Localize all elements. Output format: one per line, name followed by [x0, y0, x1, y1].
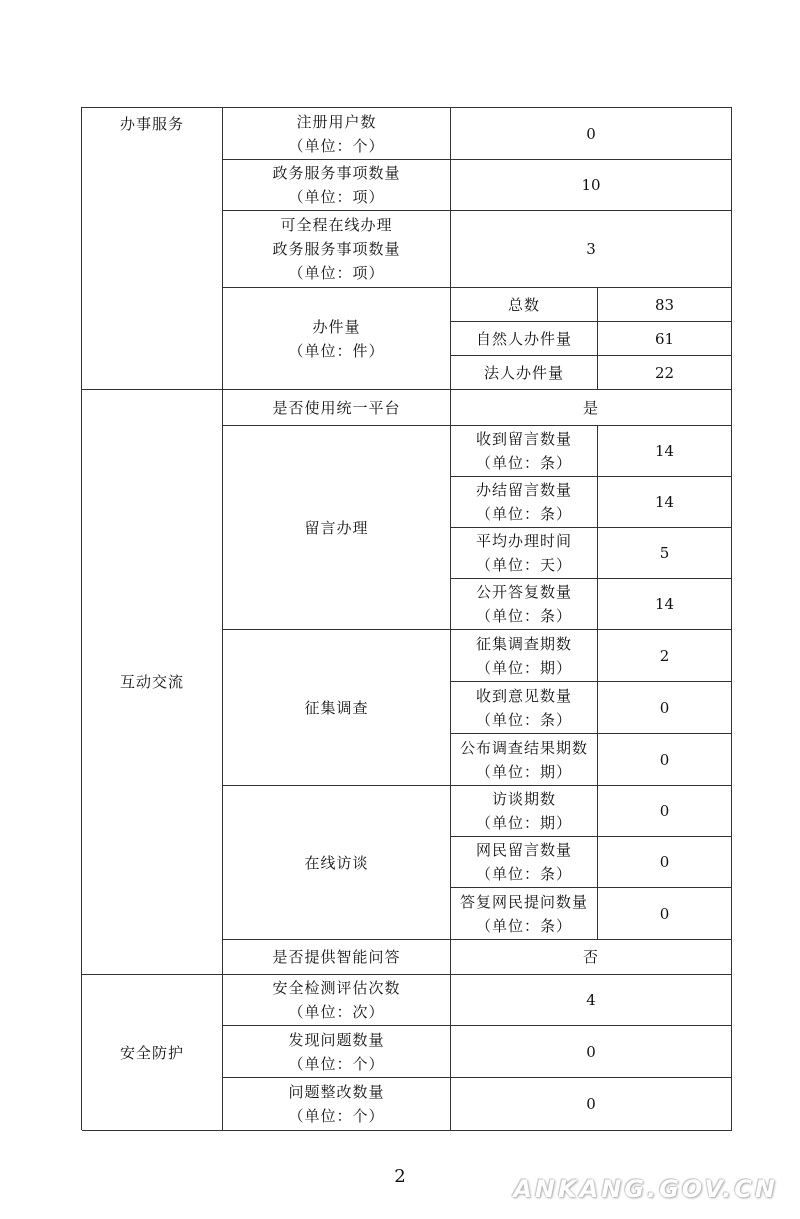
unit: （单位：项）: [288, 188, 385, 206]
statistics-table: [81, 107, 732, 1130]
sub-label-messages-received: [451, 426, 598, 477]
value-issues-fixed: 0: [451, 1078, 732, 1131]
row-label-interview: 在线访谈: [223, 786, 451, 940]
section-label: 互动交流: [119, 673, 184, 691]
row-label-messages: 留言办理: [223, 426, 451, 630]
section-office-services: [82, 108, 223, 390]
label: 平均办理时间: [475, 532, 572, 550]
value-unified-platform: 是: [451, 390, 732, 426]
label: 访谈期数: [491, 790, 556, 808]
sub-label-survey-periods: [451, 630, 598, 682]
row-label-online-items: [223, 211, 451, 288]
unit: （单位：次）: [288, 1003, 385, 1021]
section-security: [82, 975, 223, 1131]
value-messages-received: 14: [598, 426, 732, 477]
row-label-cases: [223, 288, 451, 390]
label-line-1: 可全程在线办理: [280, 216, 393, 234]
label: 发现问题数量: [288, 1030, 385, 1049]
sub-label-interview-messages: [451, 837, 598, 888]
label: 注册用户数: [296, 112, 377, 131]
site-watermark: ANKANG.GOV.CN: [513, 1175, 778, 1203]
unit: （单位：条）: [475, 916, 572, 935]
label: 办结留言数量: [475, 481, 572, 499]
unit: （单位：条）: [475, 505, 572, 523]
label: 答复网民提问数量: [459, 892, 588, 911]
value-registered-users: 0: [451, 108, 732, 160]
sub-label-cases-natural: 自然人办件量: [451, 322, 598, 356]
unit: （单位：条）: [475, 607, 572, 625]
sub-label-cases-total: 总数: [451, 288, 598, 322]
label: 安全检测评估次数: [272, 979, 401, 997]
sub-label-interview-answers: [451, 888, 598, 940]
label: 收到留言数量: [475, 430, 572, 448]
unit: （单位：期）: [475, 762, 572, 781]
label: 网民留言数量: [475, 841, 572, 859]
row-label-unified-platform: 是否使用统一平台: [223, 390, 451, 426]
value-messages-handled: 14: [598, 477, 732, 528]
label: 问题整改数量: [288, 1083, 385, 1101]
label: 政务服务事项数量: [272, 164, 401, 182]
label: 公布调查结果期数: [459, 738, 588, 757]
unit: （单位：条）: [475, 454, 572, 472]
value-interview-answers: 0: [598, 888, 732, 940]
value-survey-results: 0: [598, 734, 732, 786]
row-label-service-items: [223, 160, 451, 211]
row-label-issues-fixed: [223, 1078, 451, 1131]
row-label-smart-qa: 是否提供智能问答: [223, 940, 451, 975]
value-cases-natural: 61: [598, 322, 732, 356]
label: 办件量: [312, 317, 361, 336]
unit: （单位：个）: [288, 136, 385, 155]
unit: （单位：条）: [475, 865, 572, 883]
unit: （单位：项）: [288, 264, 385, 282]
value-messages-avg-time: 5: [598, 528, 732, 579]
value-cases-total: 83: [598, 288, 732, 322]
unit: （单位：条）: [475, 710, 572, 729]
row-label-issues-found: [223, 1026, 451, 1078]
unit: （单位：天）: [475, 556, 572, 574]
section-label: 安全防护: [119, 1043, 184, 1062]
section-interaction: [82, 390, 223, 975]
sub-label-messages-avg-time: [451, 528, 598, 579]
row-label-survey: 征集调查: [223, 630, 451, 786]
row-label-security-checks: [223, 975, 451, 1026]
unit: （单位：期）: [475, 658, 572, 677]
sub-label-cases-legal: 法人办件量: [451, 356, 598, 390]
row-label-registered-users: [223, 108, 451, 160]
value-security-checks: 4: [451, 975, 732, 1026]
value-interview-periods: 0: [598, 786, 732, 837]
sub-label-interview-periods: [451, 786, 598, 837]
sub-label-survey-results: [451, 734, 598, 786]
value-cases-legal: 22: [598, 356, 732, 390]
unit: （单位：期）: [475, 814, 572, 832]
value-issues-found: 0: [451, 1026, 732, 1078]
sub-label-messages-public-replies: [451, 579, 598, 630]
unit: （单位：个）: [288, 1107, 385, 1125]
unit: （单位：个）: [288, 1054, 385, 1073]
value-messages-public-replies: 14: [598, 579, 732, 630]
label: 公开答复数量: [475, 583, 572, 601]
value-smart-qa: 否: [451, 940, 732, 975]
sub-label-messages-handled: [451, 477, 598, 528]
page-number: 2: [394, 1166, 406, 1187]
value-online-items: 3: [451, 211, 732, 288]
sub-label-survey-opinions: [451, 682, 598, 734]
label: 收到意见数量: [475, 686, 572, 705]
value-survey-opinions: 0: [598, 682, 732, 734]
value-interview-messages: 0: [598, 837, 732, 888]
section-label: 办事服务: [119, 115, 184, 133]
label: 征集调查期数: [475, 634, 572, 653]
label-line-2: 政务服务事项数量: [272, 240, 401, 258]
value-service-items: 10: [451, 160, 732, 211]
unit: （单位：件）: [288, 341, 385, 360]
value-survey-periods: 2: [598, 630, 732, 682]
